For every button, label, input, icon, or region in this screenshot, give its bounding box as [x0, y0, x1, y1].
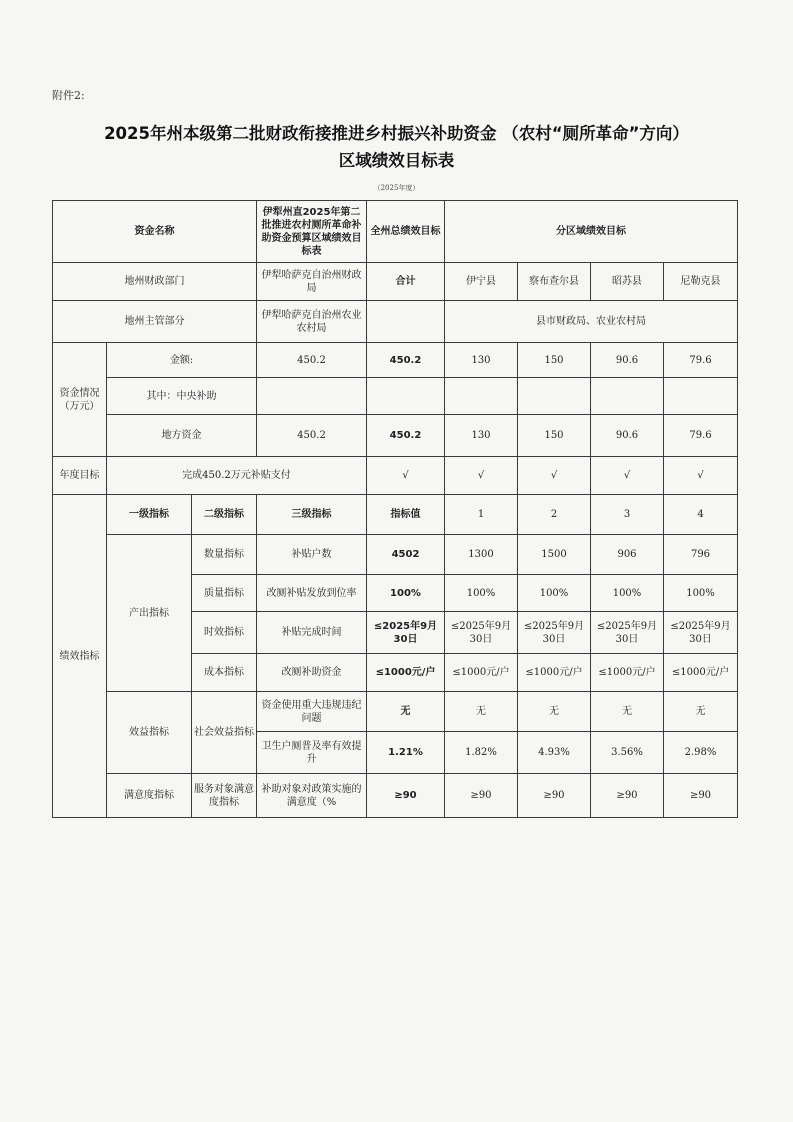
local-fund-total: 450.2 — [367, 415, 445, 457]
performance-indicator-label: 绩效指标 — [53, 495, 107, 818]
central-subsidy-county — [591, 378, 664, 415]
benefit-indicator-label: 效益指标 — [107, 692, 192, 774]
check-mark: √ — [518, 457, 591, 495]
output-indicator-label: 产出指标 — [107, 535, 192, 692]
header-fund-name: 资金名称 — [53, 201, 257, 263]
amount-county: 90.6 — [591, 343, 664, 378]
quality-l2: 质量指标 — [192, 575, 257, 612]
total-label: 合计 — [367, 263, 445, 301]
compliance-county: 无 — [445, 692, 518, 732]
timeliness-l2: 时效指标 — [192, 612, 257, 654]
cost-county: ≤1000元/户 — [518, 654, 591, 692]
amount-row — [53, 343, 738, 378]
central-subsidy-county — [518, 378, 591, 415]
toilet-coverage-total: 1.21% — [367, 732, 445, 774]
timeliness-total: ≤2025年9月30日 — [367, 612, 445, 654]
performance-table — [52, 200, 738, 818]
amount-county: 130 — [445, 343, 518, 378]
toilet-coverage-county: 2.98% — [664, 732, 738, 774]
cost-l2: 成本指标 — [192, 654, 257, 692]
quantity-row — [53, 535, 738, 575]
satisfaction-row — [53, 774, 738, 818]
satisfaction-county: ≥90 — [591, 774, 664, 818]
quantity-county: 1500 — [518, 535, 591, 575]
indicator-header-row — [53, 495, 738, 535]
satisfaction-l3: 补助对象对政策实施的满意度（% — [257, 774, 367, 818]
toilet-coverage-county: 3.56% — [591, 732, 664, 774]
quantity-l3: 补贴户数 — [257, 535, 367, 575]
title-line-2: 区域绩效目标表 — [338, 151, 455, 170]
satisfaction-total: ≥90 — [367, 774, 445, 818]
timeliness-county: ≤2025年9月30日 — [445, 612, 518, 654]
central-subsidy-county — [445, 378, 518, 415]
compliance-total: 无 — [367, 692, 445, 732]
satisfaction-l2: 服务对象满意度指标 — [192, 774, 257, 818]
quality-county: 100% — [591, 575, 664, 612]
satisfaction-county: ≥90 — [518, 774, 591, 818]
check-mark: √ — [367, 457, 445, 495]
quality-county: 100% — [664, 575, 738, 612]
central-subsidy-value — [257, 378, 367, 415]
indicator-value-header: 指标值 — [367, 495, 445, 535]
check-mark: √ — [445, 457, 518, 495]
local-fund-county: 150 — [518, 415, 591, 457]
competent-dept-label: 地州主管部分 — [53, 301, 257, 343]
finance-dept-label: 地州财政部门 — [53, 263, 257, 301]
title-line-1: 2025年州本级第二批财政衔接推进乡村振兴补助资金 （农村“厕所革命”方向） — [104, 124, 689, 143]
amount-county: 79.6 — [664, 343, 738, 378]
local-fund-county: 90.6 — [591, 415, 664, 457]
county-index: 4 — [664, 495, 738, 535]
quality-l3: 改厕补贴发放到位率 — [257, 575, 367, 612]
local-fund-row — [53, 415, 738, 457]
quality-county: 100% — [518, 575, 591, 612]
satisfaction-county: ≥90 — [445, 774, 518, 818]
competent-dept-total — [367, 301, 445, 343]
county-name: 昭苏县 — [591, 263, 664, 301]
quality-total: 100% — [367, 575, 445, 612]
page-title — [0, 120, 793, 174]
quantity-county: 906 — [591, 535, 664, 575]
county-index: 3 — [591, 495, 664, 535]
toilet-coverage-county: 1.82% — [445, 732, 518, 774]
quantity-l2: 数量指标 — [192, 535, 257, 575]
central-subsidy-total — [367, 378, 445, 415]
central-subsidy-county — [664, 378, 738, 415]
cost-county: ≤1000元/户 — [445, 654, 518, 692]
annual-target-label: 年度目标 — [53, 457, 107, 495]
county-name: 尼勒克县 — [664, 263, 738, 301]
fund-group-label: 资金情况（万元） — [53, 343, 107, 457]
cost-county: ≤1000元/户 — [591, 654, 664, 692]
county-name: 伊宁县 — [445, 263, 518, 301]
timeliness-l3: 补贴完成时间 — [257, 612, 367, 654]
quality-county: 100% — [445, 575, 518, 612]
level2-header: 二级指标 — [192, 495, 257, 535]
competent-dept-regional: 县市财政局、农业农村局 — [445, 301, 738, 343]
cost-l3: 改厕补助资金 — [257, 654, 367, 692]
quantity-county: 796 — [664, 535, 738, 575]
competent-dept-value: 伊犁哈萨克自治州农业农村局 — [257, 301, 367, 343]
social-benefit-l2: 社会效益指标 — [192, 692, 257, 774]
toilet-coverage-l3: 卫生户厕普及率有效提升 — [257, 732, 367, 774]
amount-total: 450.2 — [367, 343, 445, 378]
cost-total: ≤1000元/户 — [367, 654, 445, 692]
timeliness-county: ≤2025年9月30日 — [518, 612, 591, 654]
header-total-target: 全州总绩效目标 — [367, 201, 445, 263]
county-index: 2 — [518, 495, 591, 535]
satisfaction-county: ≥90 — [664, 774, 738, 818]
central-subsidy-row — [53, 378, 738, 415]
header-project-name: 伊犁州直2025年第二批推进农村厕所革命补助资金预算区域绩效目标表 — [257, 201, 367, 263]
check-mark: √ — [664, 457, 738, 495]
local-fund-county: 130 — [445, 415, 518, 457]
satisfaction-l1: 满意度指标 — [107, 774, 192, 818]
compliance-county: 无 — [664, 692, 738, 732]
quantity-county: 1300 — [445, 535, 518, 575]
amount-value: 450.2 — [257, 343, 367, 378]
level3-header: 三级指标 — [257, 495, 367, 535]
attachment-label: 附件2: — [52, 89, 85, 102]
header-regional-target: 分区域绩效目标 — [445, 201, 738, 263]
compliance-row — [53, 692, 738, 732]
year-label: （2025年度） — [373, 184, 420, 192]
cost-county: ≤1000元/户 — [664, 654, 738, 692]
amount-label: 金额: — [107, 343, 257, 378]
quantity-total: 4502 — [367, 535, 445, 575]
finance-dept-value: 伊犁哈萨克自治州财政局 — [257, 263, 367, 301]
annual-target-value: 完成450.2万元补贴支付 — [107, 457, 367, 495]
local-fund-label: 地方资金 — [107, 415, 257, 457]
finance-dept-row — [53, 263, 738, 301]
level1-header: 一级指标 — [107, 495, 192, 535]
compliance-county: 无 — [591, 692, 664, 732]
local-fund-value: 450.2 — [257, 415, 367, 457]
check-mark: √ — [591, 457, 664, 495]
compliance-l3: 资金使用重大违规违纪问题 — [257, 692, 367, 732]
central-subsidy-label: 其中：中央补助 — [107, 378, 257, 415]
amount-county: 150 — [518, 343, 591, 378]
timeliness-county: ≤2025年9月30日 — [664, 612, 738, 654]
toilet-coverage-county: 4.93% — [518, 732, 591, 774]
county-index: 1 — [445, 495, 518, 535]
header-row — [53, 201, 738, 263]
annual-target-row — [53, 457, 738, 495]
compliance-county: 无 — [518, 692, 591, 732]
competent-dept-row — [53, 301, 738, 343]
local-fund-county: 79.6 — [664, 415, 738, 457]
county-name: 察布查尔县 — [518, 263, 591, 301]
timeliness-county: ≤2025年9月30日 — [591, 612, 664, 654]
